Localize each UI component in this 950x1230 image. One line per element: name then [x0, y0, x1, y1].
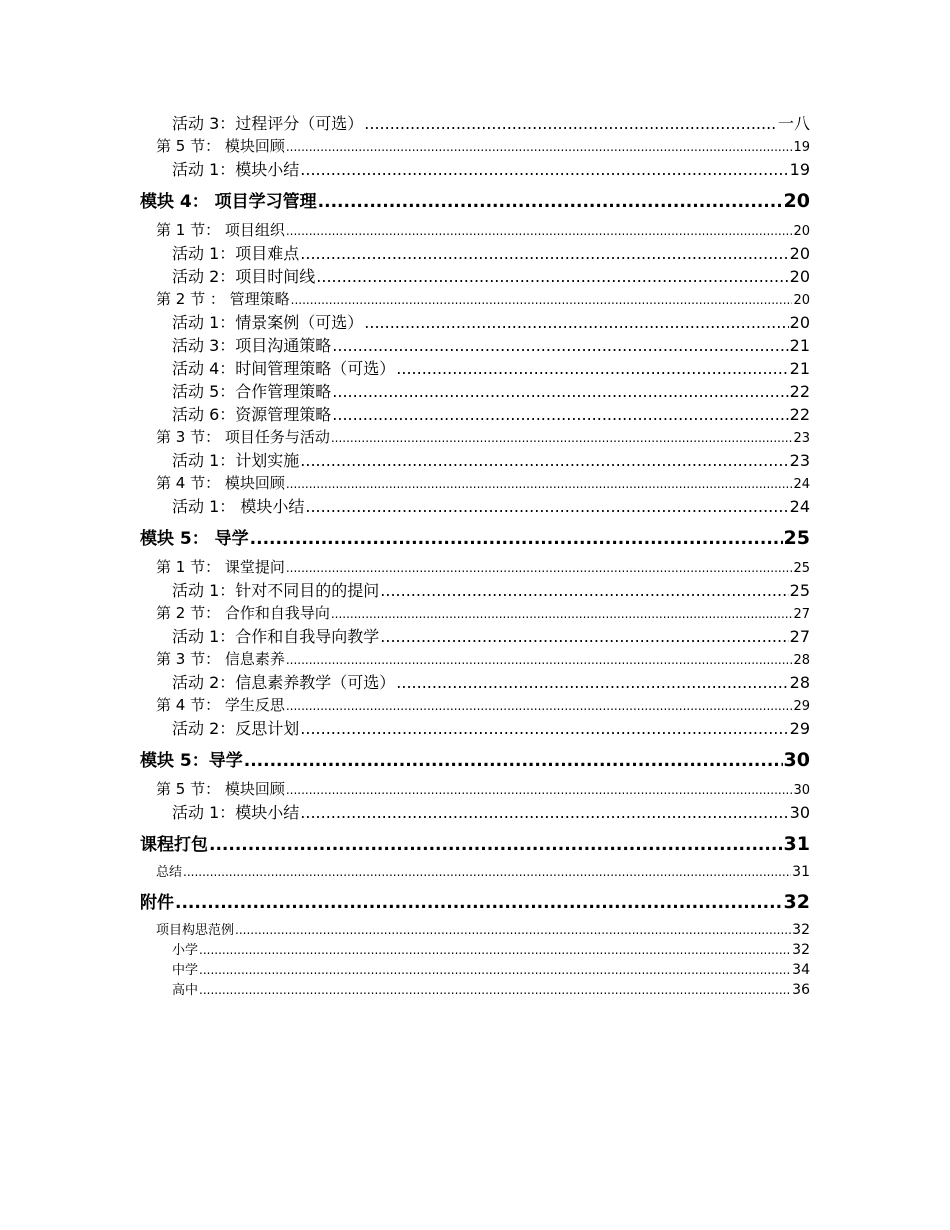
- toc-page-number: 22: [789, 405, 810, 424]
- toc-module-heading[interactable]: [140, 829, 810, 860]
- toc-entry-title: 模块 5： 导学: [140, 524, 249, 554]
- toc-entry-title: 活动 4：时间管理策略（可选）: [172, 359, 396, 378]
- toc-minor-entry[interactable]: [140, 920, 810, 940]
- toc-entry-title: 活动 3：过程评分（可选）: [172, 114, 364, 133]
- toc-section-entry[interactable]: [140, 288, 810, 311]
- dot-leader: [286, 557, 793, 579]
- toc-entry-title: 活动 1： 模块小结: [172, 497, 305, 516]
- toc-module-heading[interactable]: [140, 887, 810, 918]
- toc-page-number: 25: [793, 557, 810, 579]
- dot-leader: [286, 473, 793, 495]
- toc-section-entry[interactable]: [140, 135, 810, 158]
- toc-entry-title: 活动 2：项目时间线: [172, 267, 316, 286]
- toc-activity-entry[interactable]: [140, 495, 810, 518]
- toc-section-entry[interactable]: [140, 694, 810, 717]
- toc-entry-title: 第 4 节： 学生反思: [156, 694, 285, 717]
- dot-leader: [244, 746, 783, 776]
- toc-entry-title: 活动 1：针对不同目的的提问: [172, 581, 380, 600]
- toc-activity-entry[interactable]: [140, 380, 810, 403]
- toc-page-number: 19: [793, 136, 810, 158]
- toc-entry-title: 活动 1：计划实施: [172, 451, 300, 470]
- toc-entry-title: 中学: [172, 961, 198, 980]
- toc-activity-entry[interactable]: [140, 579, 810, 602]
- toc-entry-title: 第 1 节： 课堂提问: [156, 556, 285, 579]
- toc-page-number: 25: [789, 581, 810, 600]
- toc-page-number: 30: [789, 803, 810, 822]
- toc-section-entry[interactable]: [140, 778, 810, 801]
- toc-page-number: 34: [792, 962, 810, 978]
- toc-activity-entry[interactable]: [140, 717, 810, 740]
- dot-leader: [235, 920, 791, 940]
- toc-activity-entry[interactable]: [140, 625, 810, 648]
- dot-leader: [300, 717, 788, 740]
- dot-leader: [300, 242, 788, 265]
- dot-leader: [209, 830, 783, 860]
- dot-leader: [300, 158, 788, 181]
- toc-page-number: 20: [793, 289, 810, 311]
- toc-entry-title: 模块 4： 项目学习管理: [140, 187, 317, 217]
- toc-entry-title: 第 2 节 ： 管理策略: [156, 288, 290, 311]
- toc-entry-title: 活动 3：项目沟通策略: [172, 336, 332, 355]
- toc-page-number: 24: [789, 497, 810, 516]
- toc-page-number: 30: [784, 745, 810, 776]
- toc-entry-title: 第 1 节： 项目组织: [156, 219, 285, 242]
- dot-leader: [199, 940, 791, 960]
- toc-page-number: 29: [789, 719, 810, 738]
- toc-entry-title: 第 2 节： 合作和自我导向: [156, 602, 330, 625]
- toc-entry-title: 活动 1：模块小结: [172, 803, 300, 822]
- dot-leader: [380, 579, 788, 602]
- toc-page-number: 24: [793, 473, 810, 495]
- dot-leader: [396, 357, 788, 380]
- toc-minor-subentry[interactable]: [140, 960, 810, 980]
- toc-section-entry[interactable]: [140, 648, 810, 671]
- dot-leader: [286, 695, 793, 717]
- toc-entry-title: 第 4 节： 模块回顾: [156, 472, 285, 495]
- toc-entry-title: 模块 5：导学: [140, 746, 243, 776]
- toc-activity-entry[interactable]: [140, 403, 810, 426]
- toc-entry-title: 小学: [172, 941, 198, 960]
- toc-entry-title: 第 5 节： 模块回顾: [156, 778, 285, 801]
- toc-page-number: 23: [789, 451, 810, 470]
- toc-minor-subentry[interactable]: [140, 940, 810, 960]
- toc-entry-title: 高中: [172, 981, 198, 1000]
- toc-page-number: 21: [789, 336, 810, 355]
- toc-entry-title: 活动 1：模块小结: [172, 160, 300, 179]
- dot-leader: [331, 427, 793, 449]
- toc-section-entry[interactable]: [140, 426, 810, 449]
- toc-page-number: 27: [793, 603, 810, 625]
- toc-page-number: 25: [784, 523, 810, 554]
- toc-entry-title: 活动 6：资源管理策略: [172, 405, 332, 424]
- dot-leader: [286, 220, 793, 242]
- dot-leader: [318, 187, 783, 217]
- toc-module-heading[interactable]: [140, 745, 810, 776]
- toc-page-number: 31: [784, 829, 810, 860]
- toc-page-number: 20: [793, 220, 810, 242]
- toc-entry-title: 第 5 节： 模块回顾: [156, 135, 285, 158]
- toc-page-number: 20: [789, 313, 810, 332]
- toc-activity-entry[interactable]: [140, 801, 810, 824]
- toc-minor-subentry[interactable]: [140, 980, 810, 1000]
- toc-page-number: 28: [789, 673, 810, 692]
- dot-leader: [199, 980, 791, 1000]
- toc-entry-title: 活动 1：项目难点: [172, 244, 300, 263]
- toc-page-number: 29: [793, 695, 810, 717]
- dot-leader: [332, 403, 788, 426]
- toc-page-number: 21: [789, 359, 810, 378]
- toc-section-entry[interactable]: [140, 602, 810, 625]
- dot-leader: [305, 495, 788, 518]
- toc-minor-entry[interactable]: [140, 862, 810, 882]
- dot-leader: [316, 265, 788, 288]
- toc-page-number: 23: [793, 427, 810, 449]
- toc-page-number: 31: [792, 864, 810, 880]
- dot-leader: [291, 289, 793, 311]
- dot-leader: [332, 380, 788, 403]
- dot-leader: [332, 334, 788, 357]
- dot-leader: [364, 311, 788, 334]
- toc-activity-entry[interactable]: [140, 334, 810, 357]
- toc-activity-entry[interactable]: [140, 671, 810, 694]
- toc-entry-title: 课程打包: [140, 830, 208, 860]
- toc-page-number: 20: [789, 267, 810, 286]
- dot-leader: [183, 862, 791, 882]
- toc-entry-title: 项目构思范例: [156, 921, 234, 940]
- table-of-contents: [140, 112, 810, 1000]
- toc-entry-title: 活动 5：合作管理策略: [172, 382, 332, 401]
- toc-entry-title: 活动 1：情景案例（可选）: [172, 313, 364, 332]
- toc-section-entry[interactable]: [140, 556, 810, 579]
- toc-activity-entry[interactable]: [140, 112, 810, 135]
- dot-leader: [300, 801, 788, 824]
- toc-page-number: 19: [789, 160, 810, 179]
- dot-leader: [250, 524, 783, 554]
- toc-entry-title: 附件: [140, 888, 174, 918]
- toc-page-number: 32: [792, 922, 810, 938]
- toc-page-number: 28: [793, 649, 810, 671]
- dot-leader: [396, 671, 788, 694]
- dot-leader: [364, 112, 777, 135]
- toc-page-number: 22: [789, 382, 810, 401]
- dot-leader: [331, 603, 793, 625]
- toc-section-entry[interactable]: [140, 472, 810, 495]
- toc-activity-entry[interactable]: [140, 357, 810, 380]
- toc-activity-entry[interactable]: [140, 158, 810, 181]
- dot-leader: [380, 625, 788, 648]
- toc-activity-entry[interactable]: [140, 449, 810, 472]
- dot-leader: [300, 449, 788, 472]
- dot-leader: [286, 649, 793, 671]
- toc-activity-entry[interactable]: [140, 242, 810, 265]
- toc-entry-title: 第 3 节： 信息素养: [156, 648, 285, 671]
- toc-activity-entry[interactable]: [140, 265, 810, 288]
- toc-entry-title: 活动 1：合作和自我导向教学: [172, 627, 380, 646]
- dot-leader: [286, 779, 793, 801]
- toc-activity-entry[interactable]: [140, 311, 810, 334]
- toc-page-number: 27: [789, 627, 810, 646]
- toc-entry-title: 活动 2：反思计划: [172, 719, 300, 738]
- toc-module-heading[interactable]: [140, 186, 810, 217]
- toc-page-number: 20: [784, 186, 810, 217]
- dot-leader: [286, 136, 793, 158]
- toc-page-number: 一八: [777, 114, 810, 133]
- toc-page-number: 30: [793, 779, 810, 801]
- toc-page-number: 32: [792, 942, 810, 958]
- toc-entry-title: 总结: [156, 863, 182, 882]
- toc-section-entry[interactable]: [140, 219, 810, 242]
- toc-page-number: 36: [792, 982, 810, 998]
- toc-entry-title: 活动 2：信息素养教学（可选）: [172, 673, 396, 692]
- dot-leader: [175, 888, 783, 918]
- toc-page-number: 20: [789, 244, 810, 263]
- toc-module-heading[interactable]: [140, 523, 810, 554]
- dot-leader: [199, 960, 791, 980]
- toc-entry-title: 第 3 节： 项目任务与活动: [156, 426, 330, 449]
- toc-page-number: 32: [784, 887, 810, 918]
